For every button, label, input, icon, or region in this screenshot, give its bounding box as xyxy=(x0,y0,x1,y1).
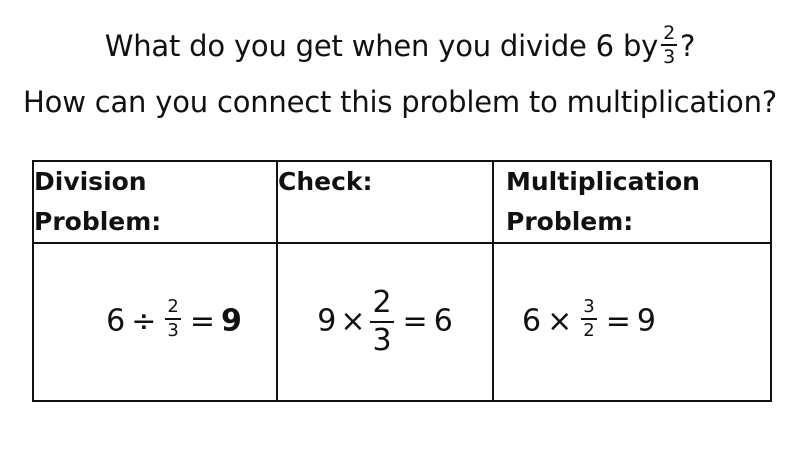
division-fraction xyxy=(165,297,180,341)
multiplication-fraction xyxy=(581,297,596,341)
division-denominator: 3 xyxy=(167,320,179,341)
division-result: 9 xyxy=(220,303,242,339)
table-header-row xyxy=(33,161,771,243)
multiplication-equals: = xyxy=(605,303,631,339)
check-denominator: 3 xyxy=(372,323,392,358)
multiplication-numerator: 3 xyxy=(583,296,595,317)
multiplication-lhs: 6 xyxy=(522,303,542,339)
header-check: Check: xyxy=(277,161,493,243)
check-numerator: 2 xyxy=(372,285,392,320)
question-line-1 xyxy=(0,24,800,68)
question-fraction xyxy=(661,23,677,67)
check-lhs: 9 xyxy=(317,303,337,339)
check-equals: = xyxy=(402,303,428,339)
multiplication-denominator: 2 xyxy=(583,320,595,341)
division-lhs: 6 xyxy=(106,303,126,339)
question-mark: ? xyxy=(680,29,696,63)
division-equation xyxy=(33,243,277,401)
check-result: 6 xyxy=(433,303,453,339)
header-multiplication: Multiplication Problem: xyxy=(493,161,771,243)
multiplication-result: 9 xyxy=(636,303,656,339)
check-equation xyxy=(277,243,493,401)
fraction-denominator: 3 xyxy=(663,46,676,68)
fraction-numerator: 2 xyxy=(663,22,676,44)
table-row xyxy=(33,243,771,401)
problem-table xyxy=(32,160,772,402)
multiplication-equation xyxy=(493,243,771,401)
question-text: What do you get when you divide 6 by xyxy=(104,29,659,63)
header-division: Division Problem: xyxy=(33,161,277,243)
check-fraction xyxy=(370,286,393,358)
times-sign: × xyxy=(547,303,573,339)
question-line-2: How can you connect this problem to multiplication? xyxy=(23,85,777,119)
division-equals: = xyxy=(189,303,215,339)
divide-sign: ÷ xyxy=(131,303,157,339)
division-numerator: 2 xyxy=(167,296,179,317)
times-sign: × xyxy=(340,303,366,339)
